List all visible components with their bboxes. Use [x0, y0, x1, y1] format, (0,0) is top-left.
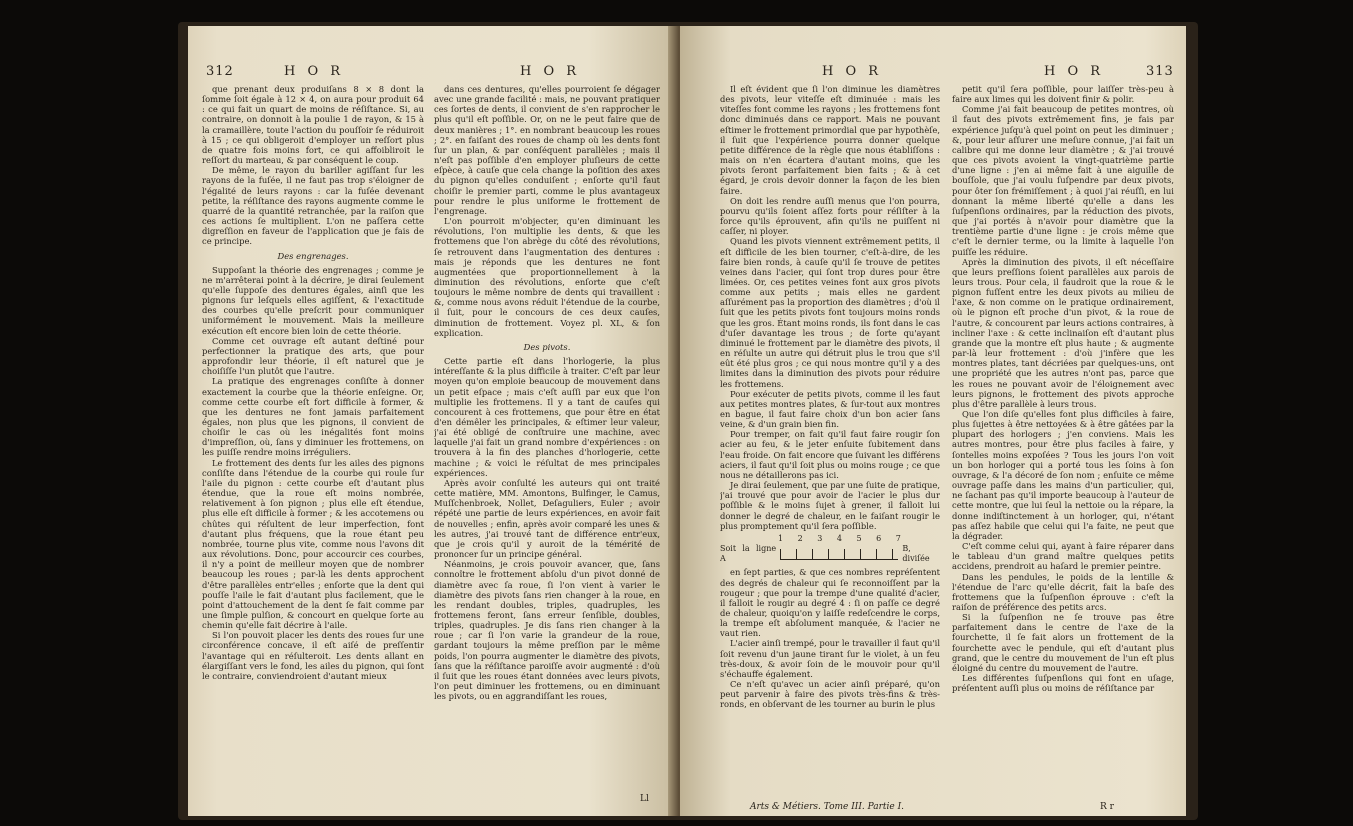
paragraph: en ſept parties, & que ces nombres repréſentent des degrés de chaleur qui ſe reconnoiſſent par la rougeur ; que pour la trempe d'une qualité d'acier, il falloit le rougir au degré 4 : ſi on paſſe ce degré de chaleur, quoiqu'on y laiſſe redeſcendre le corps, la trempe eſt abſolument manquée, & l'acier ne vaut rien. [720, 567, 940, 639]
diagram-label-prefix: Soit la ligne A [720, 544, 777, 564]
paragraph: Cette partie eſt dans l'horlogerie, la plus intéreſſante & la plus difficile à traiter. C'eſt par leur moyen qu'on emploie beaucoup de mouvement dans un petit eſpace ; mais c'eſt auſſi par eux que l'on multiplie les frottemens. Il y a tant de cauſes qui concourent à ces frottemens, que pour être en état d'en démêler les principales, & eſtimer leur valeur, j'ai été obligé de conſtruire une machine, avec laquelle j'ai fait un grand nombre d'expériences : on trouvera à la fin des planches d'horlogerie, cette machine ; & voici le réſultat de mes principales expériences. [434, 356, 660, 478]
paragraph: que prenant deux produiſans 8 × 8 dont la ſomme ſoit égale à 12 × 4, on aura pour produit 64 : ce qui fait un quart de moins de réſiſtance. Si, au contraire, on donnoit à la poulie 1 de rayon, & 15 à la cramaillère, toute l'action du pouſſoir ſe réduiroit à 15 ; ce qui obligeroit d'employer un reſſort plus de quatre fois moins fort, ce qui affoibliroit le reſſort du marteau, & par conséquent le coup. [202, 84, 424, 166]
right-running-head-2: H O R [1044, 64, 1105, 79]
paragraph: Pour tremper, on fait qu'il faut faire rougir ſon acier au feu, & le jeter enſuite ſubitement dans l'eau froide. On fait encore que ſuivant les différens aciers, il faut qu'il ſoit plus ou moins rouge ; ce que nous ne détaillerons pas ici. [720, 429, 940, 480]
section-heading: Des pivots. [523, 341, 571, 352]
left-page-number: 312 [206, 64, 234, 79]
diagram-label-suffix: B, diviſée [902, 544, 930, 564]
left-page [188, 26, 676, 816]
paragraph: Suppoſant la théorie des engrenages ; comme je ne m'arrêterai point à la décrire, je dirai ſeulement qu'elle ſuppoſe des dentures égales, ainſi que les pignons ſur leſquels elles agiſſent, & l'exactitude des courbes qu'elle preſcrit pour communiquer uniformément le mouvement. Mais la meilleure exécution eſt encore bien loin de cette théorie. [202, 264, 424, 336]
paragraph: Je dirai ſeulement, que par une ſuite de pratique, j'ai trouvé que pour avoir de l'acier le plus dur poſſible & le moins ſujet à grener, il falloit lui donner le degré de chaleur, en le faiſant rougir le plus promptement qu'il ſera poſſible. [720, 480, 940, 531]
paragraph: C'eſt comme celui qui, ayant à faire réparer dans le tableau d'un grand maître quelques petits accidens, prendroit au haſard le premier peintre. [952, 541, 1174, 572]
right-page-footer: Arts & Métiers. Tome III. Partie I. [750, 802, 905, 812]
paragraph: Dans les pendules, le poids de la lentille & l'étendue de l'arc qu'elle décrit, fait la baſe des frottemens que la ſuſpenſion éprouve : c'eſt la raiſon de préférence des petits arcs. [952, 571, 1174, 612]
paragraph: De même, le rayon du bariller agiſſant ſur les rayons de la fuſée, il ne faut pas trop s'éloigner de l'égalité de leurs rayons : car la fuſée devenant petite, la réſiſtance des rayons augmente comme le quarré de la quantité retranchée, par la raiſon que ces actions ſe multiplient. L'on ne paſſera cette digreſſion en faveur de l'application que je fais de ce principe. [202, 165, 424, 247]
section-heading: Des engrenages. [277, 250, 349, 261]
paragraph: petit qu'il ſera poſſible, pour laiſſer très-peu à faire aux limes qui les doivent finir & polir. [952, 84, 1174, 105]
diagram-numbers: 1 2 3 4 5 6 7 [778, 533, 907, 543]
paragraph: Les différentes ſuſpenſions qui font en uſage, préſentent auſſi plus ou moins de réſiſtance par [952, 673, 1174, 694]
graduated-line-diagram [720, 534, 940, 564]
graduated-line [780, 549, 898, 560]
paragraph: Après avoir conſulté les auteurs qui ont traité cette matière, MM. Amontons, Bulfinger, le Camus, Muſſchenbroek, Nollet, Deſaguliers, Euler ; avoir répété une partie de leurs expériences, en avoir fait de nouvelles ; enfin, après avoir comparé les unes & les autres, j'ai trouvé tant de différence entr'eux, que je crois qu'il y auroit de la témérité de prononcer ſur un principe général. [434, 477, 660, 560]
left-running-head-1: H O R [284, 64, 345, 79]
paragraph: Après la diminution des pivots, il eſt néceſſaire que leurs preſſions ſoient parallèles aux parois de leurs trous. Pour cela, il faudroit que la roue & le pignon fuſſent entre les deux pivots au milieu de l'axe, & non comme on le pratique ordinairement, où le pignon eſt proche d'un pivot, & la roue de l'autre, & concourent par leurs actions contraires, à incliner l'axe : & cette inclinaiſon eſt d'autant plus grande que la montre eſt plus haute ; & augmente par-là leur frottement : d'où j'infère que les montres plates, tant décriées par quelques-uns, ont une propriété que les autres n'ont pas, parce que les roues ne pouvant avoir de l'éloignement avec leurs pignons, le frottement des pivots approche plus d'être parallèle à leurs trous. [952, 256, 1174, 409]
paragraph: Comme cet ouvrage eſt autant deſtiné pour perfectionner la pratique des arts, que pour approfondir leur théorie, il eſt naturel que je choiſiſſe l'un plutôt que l'autre. [202, 335, 424, 377]
paragraph: Si la ſuſpenſion ne ſe trouve pas être parfaitement dans le centre de l'axe de la fourchette, il ſe fait alors un frottement de la fourchette avec le pendule, qui eſt d'autant plus grand, que le centre du mouvement de l'un eſt plus éloigné du centre du mouvement de l'autre. [952, 612, 1174, 673]
paragraph: Néanmoins, je crois pouvoir avancer, que, ſans connoître le frottement abſolu d'un pivot donné de diamètre avec ſa roue, ſi l'on vient à varier le diamètre des pivots ſans rien changer à la roue, en les rendant doubles, triples, quadruples, les frottemens feront, ſans erreur ſenſible, doubles, triples, quadruples. Je dis ſans rien changer à la roue ; car ſi l'on varie la grandeur de la roue, gardant toujours la même preſſion par le même poids, l'on pourra augmenter le diamètre des pivots, ſans que la réſiſtance paroiſſe avoir augmenté : d'où il ſuit que les roues étant données avec leurs pivots, l'on peut diminuer les frottemens, ou en diminuant les pivots, ou en aggrandiſſant les roues, [434, 559, 660, 702]
right-page [680, 26, 1186, 816]
paragraph: L'on pourroit m'objecter, qu'en diminuant les révolutions, l'on multiplie les dents, & que les frottemens que l'on abrège du côté des révolutions, ſe retrouvent dans l'augmentation des dentures : mais je réponds que les dentures ne font augmentées que proportionnellement à la diminution des révolutions, enſorte que c'eſt toujours le même nombre de dents qui travaillent : &, comme nous avons réduit l'étendue de la courbe, il ſuit, pour le concours de ces deux cauſes, diminution de frottement. Voyez pl. XL, & ſon explication. [434, 216, 660, 338]
paragraph: Que l'on diſe qu'elles font plus difficiles à faire, plus ſujettes à être nettoyées & à être gâtées par la plupart des horlogers ; j'en conviens. Mais les autres montres, pour être plus faciles à faire, y ſontelles moins expoſées ? Tous les jours l'on voit un bon horloger qui a porté tous les ſoins à ſon ouvrage, & l'a décoré de ſon nom ; enſuite ce même ouvrage paſſe dans les mains d'un particulier, qui, ne ſachant pas qu'il importe beaucoup à l'auteur de cette montre, que lui ſeul la nettoie ou la répare, la donne indiſtinctement à un horloger, qui, n'étant pas aſſez habile que celui qui l'a faite, ne peut que la dégrader. [952, 409, 1174, 541]
left-signature-mark: Ll [640, 794, 649, 804]
paragraph: Pour exécuter de petits pivots, comme il les faut aux petites montres plates, & ſur-tout aux montres en bague, il faut faire choix d'un bon acier ſans veine, & d'un grain bien fin. [720, 388, 940, 430]
paragraph: Le frottement des dents ſur les ailes des pignons conſiſte dans l'étendue de la courbe qui roule ſur l'aile du pignon : cette courbe eſt d'autant plus étendue, que la roue eſt moins nombrée, relativement à ſon pignon ; plus elle eſt étendue, plus elle eſt difficile à former ; & les accotemens ou chûtes qui réſultent de leur imperfection, font d'autant plus fréquens, que la roue étant peu nombrée, tourne plus vite, comme nous l'avons dit aux révolutions. Donc, pour accourcir ces courbes, il n'y a point de meilleur moyen que de nombrer beaucoup les roues ; par-là les dents approchent d'être parallèles entr'elles ; enſorte que la dent qui pouſſe l'aile le fait d'autant plus facilement, que le point d'attouchement de la dent ſe fait comme par une ſimple pulſion, & concourt en quelque ſorte au chemin qu'elle fait décrire à l'aile. [202, 457, 424, 631]
paragraph: La pratique des engrenages conſiſte à donner exactement la courbe que la théorie enſeigne. Or, comme cette courbe eſt fort difficile à former, & que les dentures ne font jamais parfaitement égales, non plus que les pignons, il convient de choiſir le cas où les inégalités font moins d'impreſſion, où, ſans y diminuer les frottemens, on les puiſſe rendre moins irréguliers. [202, 376, 424, 458]
right-column-1 [720, 84, 940, 792]
paragraph: Comme j'ai fait beaucoup de petites montres, où il faut des pivots extrêmement fins, je fais par expérience juſqu'à quel point on peut les diminuer ; &, pour leur aſſurer une meſure connue, j'ai fait un calibre qui me donne leur diamètre ; & j'ai trouvé que ces pivots avoient la vingt-quatrième partie d'une ligne : j'en ai même fait à une aiguille de bouſſole, que j'ai voulu ſuſpendre par deux pivots, pour ôter ſon frémiſſement ; à quoi j'ai réuſſi, en lui donnant la même liberté qu'elle a dans les ſuſpenſions ordinaires, par la réduction des pivots, que j'ai portés à n'avoir pour diamètre que la trentième partie d'une ligne : je crois même que c'eſt le dernier terme, ou la limite à laquelle l'on puiſſe les réduire. [952, 104, 1174, 257]
paragraph: L'acier ainſi trempé, pour le travailler il faut qu'il ſoit revenu d'un jaune tirant ſur le violet, à un feu très-doux, & avoir ſoin de le mouvoir pour qu'il s'échauffe également. [720, 638, 940, 679]
left-column-2 [434, 84, 660, 792]
left-column-1 [202, 84, 424, 792]
paragraph: dans ces dentures, qu'elles pourroient ſe dégager avec une grande facilité : mais, ne pouvant pratiquer ces ſortes de dents, il convient de s'en rapprocher le plus qu'il eſt poſſible. Or, on ne le peut faire que de deux manières ; 1°. en nombrant beaucoup les roues ; 2°. en faiſant des roues de champ où les dents font ſur un plan, & par conſéquent parallèles ; mais il n'eſt pas poſſible d'en employer pluſieurs de cette eſpèce, à cauſe que cela change la poſition des axes du pignon qu'elles conduiſent ; enſorte qu'il faut choiſir le premier parti, comme le plus avantageux pour rendre le plus uniforme le frottement de l'engrenage. [434, 84, 660, 216]
paragraph: Ce n'eſt qu'avec un acier ainſi préparé, qu'on peut parvenir à faire des pivots très-fins & très-ronds, en obſervant de les tourner au burin le plus [720, 679, 940, 710]
paragraph: Si l'on pouvoit placer les dents des roues ſur une circonférence concave, il eſt aiſé de preſſentir l'avantage qui en réſulteroit. Les dents allant en élargiſſant vers le fond, les ailes du pignon, qui ſont le contraire, conviendroient d'autant mieux [202, 630, 424, 681]
right-running-head-1: H O R [822, 64, 883, 79]
left-running-head-2: H O R [520, 64, 581, 79]
paragraph: On doit les rendre auſſi menus que l'on pourra, pourvu qu'ils ſoient aſſez forts pour réſiſter à la force qu'ils éprouvent, afin qu'ils ne puiſſent ni caſſer, ni ployer. [720, 195, 940, 237]
right-page-number: 313 [1146, 64, 1174, 79]
right-signature-mark: R r [1100, 802, 1114, 812]
right-column-2 [952, 84, 1174, 792]
paragraph: Il eſt évident que ſi l'on diminue les diamètres des pivots, leur viteſſe eſt diminuée : mais les viteſſes font comme les rayons ; les frottemens font donc diminués dans ce rapport. Mais ne pouvant eſtimer le frottement primordial que par hypothèſe, il ſuit que l'expérience pourra donner quelque petite différence de la règle que nous établiſſons : mais on n'en écartera d'autant moins, que les pivots ſeront parfaitement bien faits ; & à cet égard, je crois devoir donner la façon de les bien faire. [720, 84, 940, 196]
paragraph: Quand les pivots viennent extrêmement petits, il eſt difficile de les bien tourner, c'eſt-à-dire, de les faire bien ronds, à cauſe qu'il ſe trouve de petites veines dans l'acier, qui ſont trop dures pour être limées. Or, ces petites veines font aux gros pivots comme aux petits ; mais elles ne gardent aſſurément pas la proportion des diamètres ; d'où il ſuit que les petits pivots font toujours moins ronds que les gros. Étant moins ronds, ils font dans le cas d'uſer davantage les trous ; de ſorte qu'ayant diminué le frottement par le diamètre des pivots, il en réſulte un autre qui détruit plus le trou que s'il eût été plus gros ; ce qui nous montre qu'il y a des limites dans la diminution des pivots pour réduire les frottemens. [720, 236, 940, 389]
